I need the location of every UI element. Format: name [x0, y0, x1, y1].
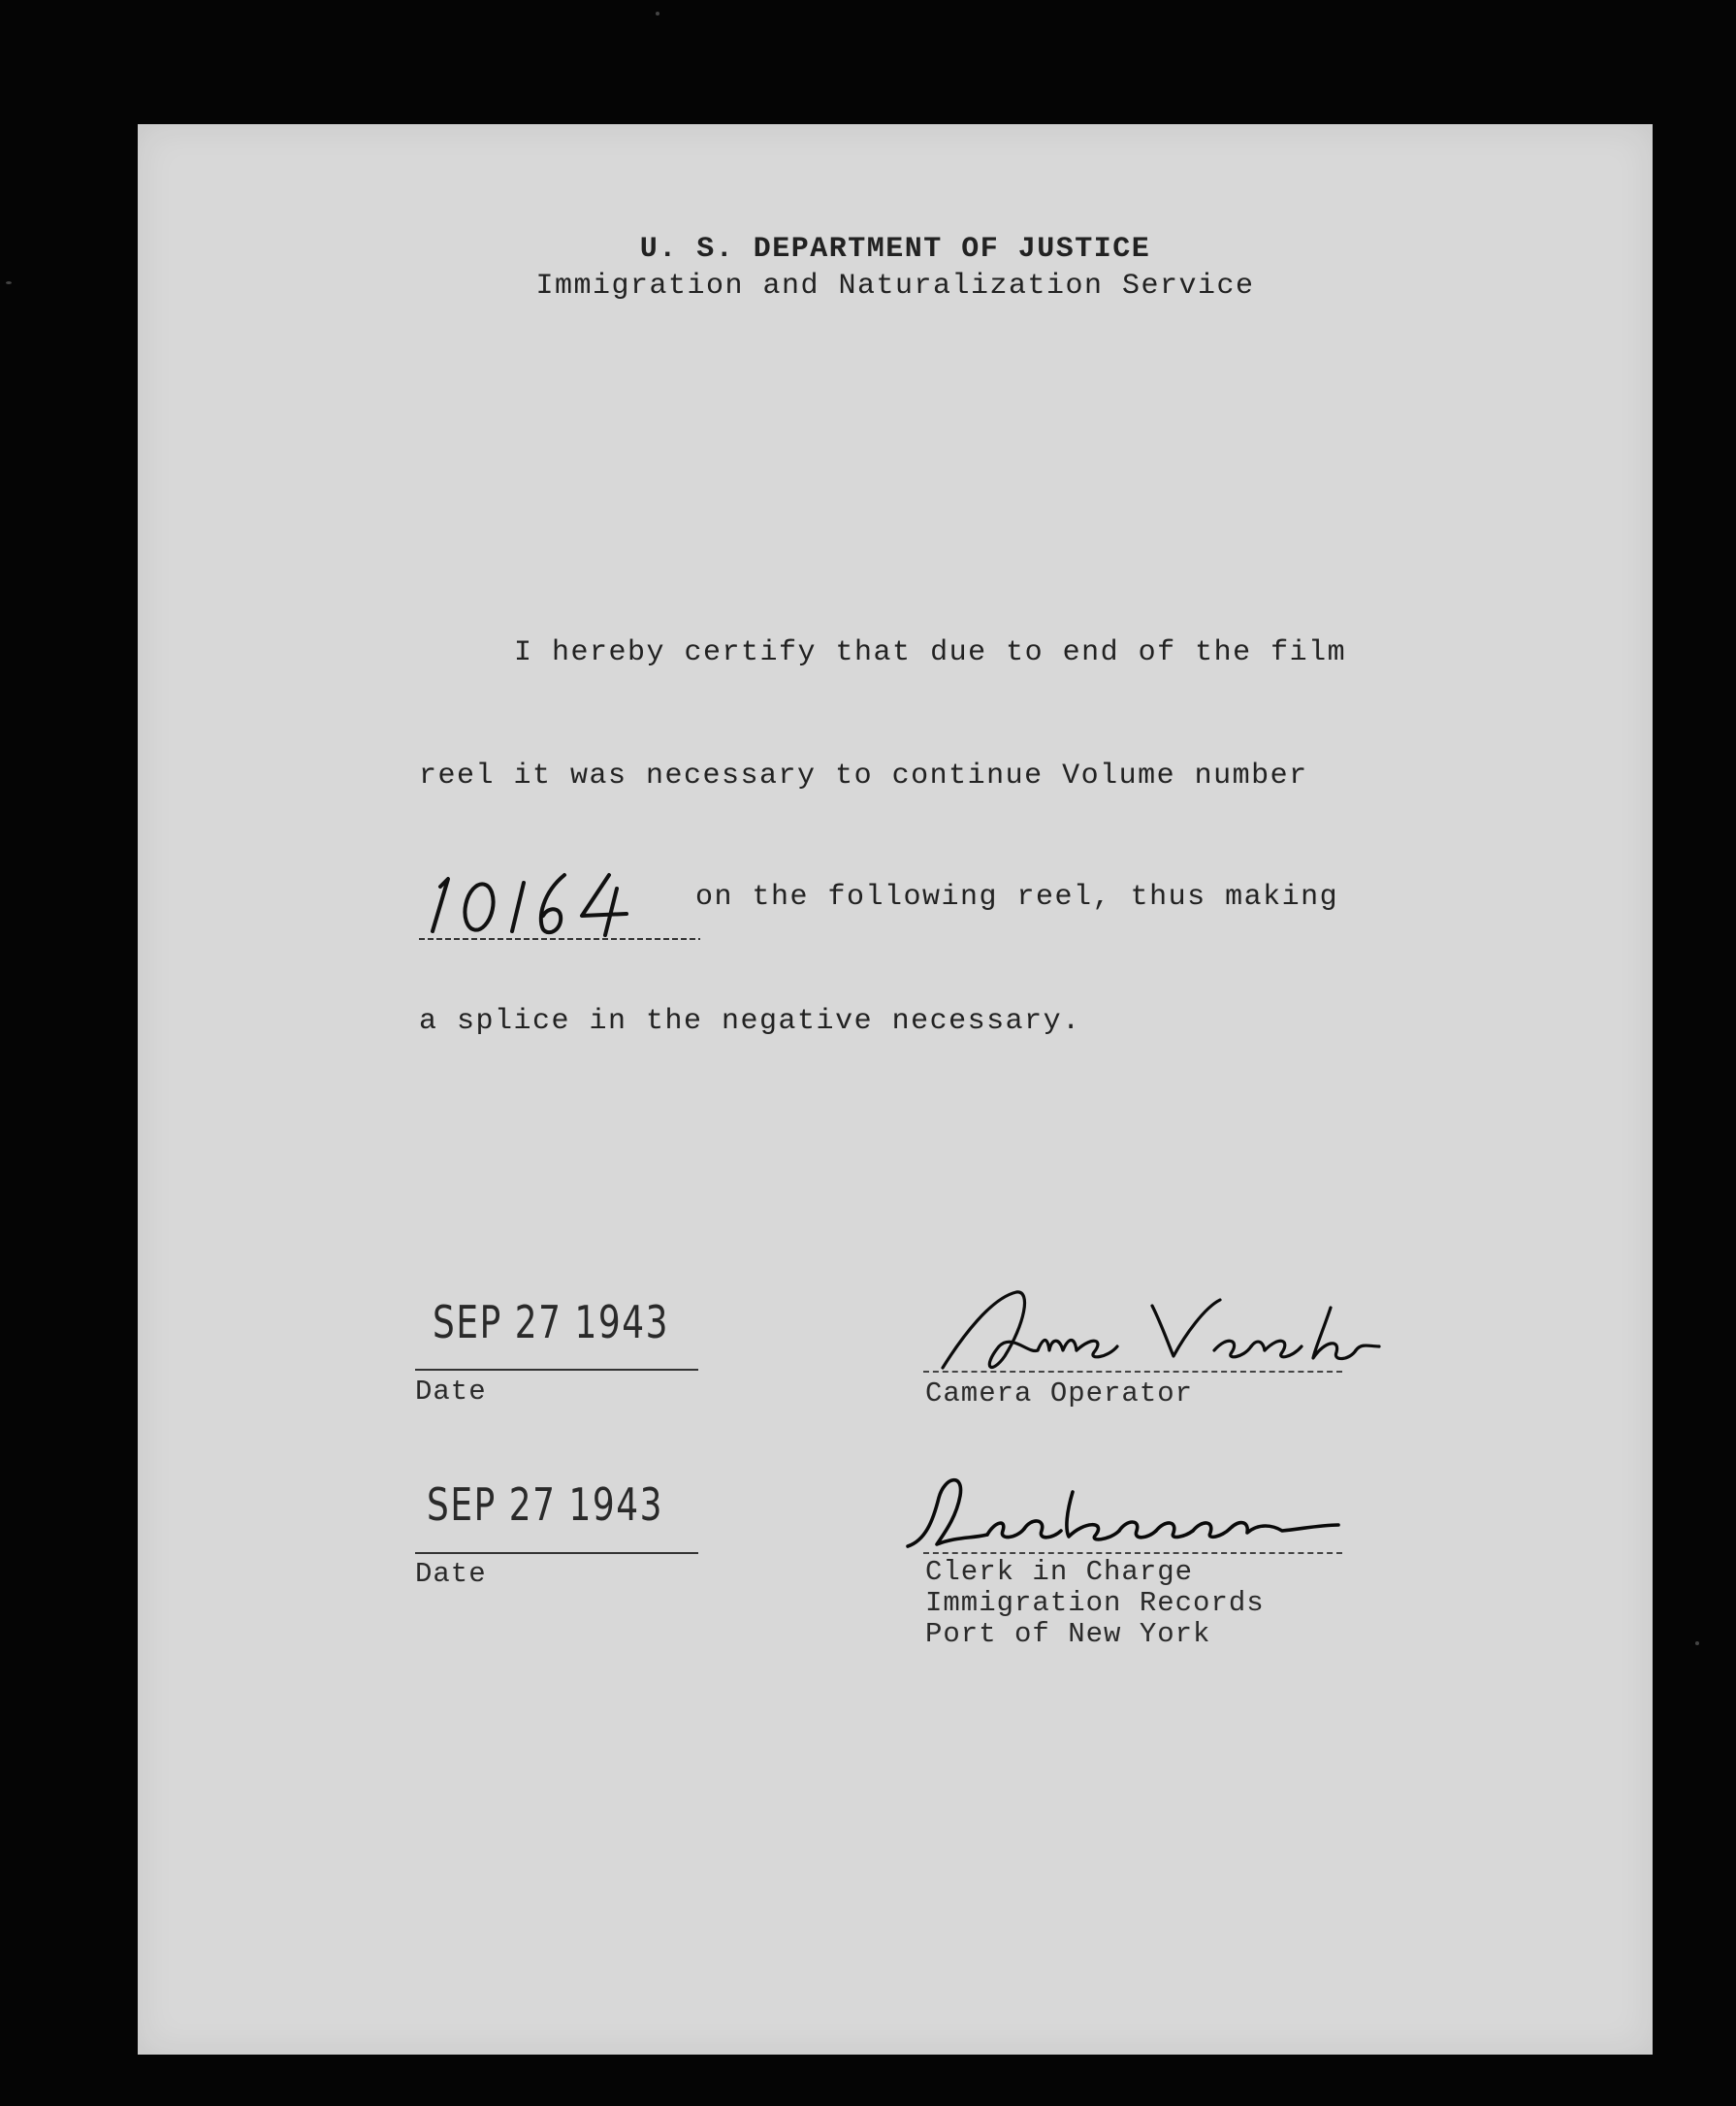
signature-clerk-in-charge — [894, 1453, 1360, 1565]
date-stamp-2: SEP 27 1943 — [427, 1478, 664, 1531]
signature-line-2 — [923, 1552, 1342, 1554]
certificate-line-3: on the following reel, thus making — [695, 881, 1339, 914]
certificate-line-2: reel it was necessary to continue Volume number — [419, 760, 1308, 793]
role-port-of-new-york: Port of New York — [925, 1618, 1211, 1650]
role-clerk-in-charge: Clerk in Charge — [925, 1556, 1194, 1588]
department-heading: U. S. DEPARTMENT OF JUSTICE — [639, 233, 1151, 266]
certificate-line-1: I hereby certify that due to end of the film — [514, 636, 1347, 669]
certificate-line-4: a splice in the negative necessary. — [419, 1005, 1081, 1038]
document-page — [138, 124, 1653, 2055]
date-label-2: Date — [415, 1558, 487, 1590]
date-label-1: Date — [415, 1376, 487, 1408]
film-speck — [6, 281, 12, 284]
service-heading: Immigration and Naturalization Service — [535, 270, 1255, 303]
signature-line-1 — [923, 1371, 1342, 1373]
date-line-1 — [415, 1369, 698, 1371]
date-line-2 — [415, 1552, 698, 1554]
role-immigration-records: Immigration Records — [925, 1587, 1265, 1619]
film-speck — [1695, 1641, 1699, 1645]
volume-number-handwritten — [419, 854, 700, 941]
date-stamp-1: SEP 27 1943 — [433, 1296, 670, 1348]
film-speck — [656, 12, 659, 16]
signature-camera-operator — [923, 1279, 1389, 1390]
role-camera-operator: Camera Operator — [925, 1377, 1194, 1409]
